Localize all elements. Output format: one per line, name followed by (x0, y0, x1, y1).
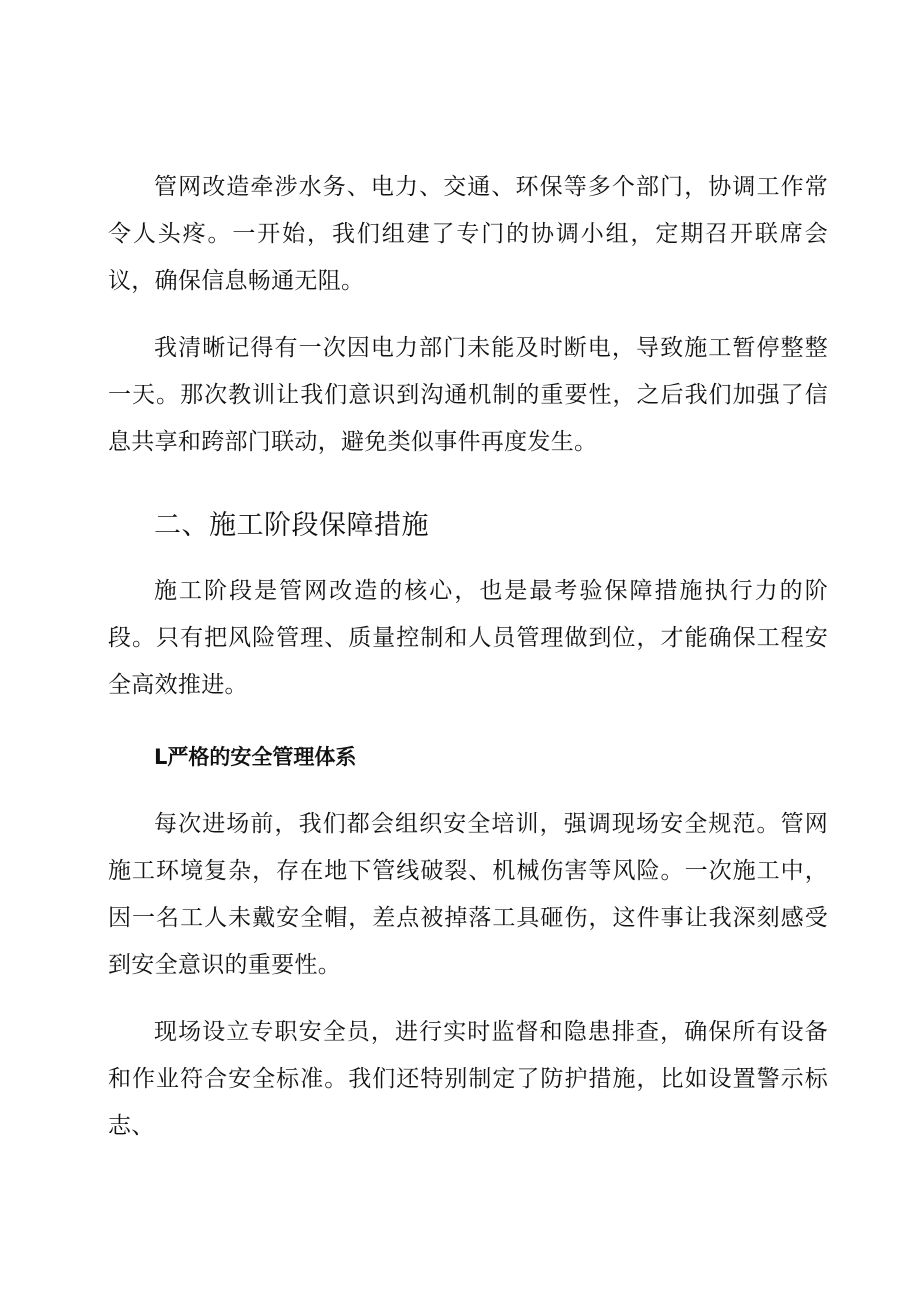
section-heading: 二、施工阶段保障措施 (154, 510, 429, 541)
subsection-heading: L严格的安全管理体系 (154, 745, 357, 769)
document-body (108, 164, 828, 1150)
paragraph-power-outage-lesson: 我清晰记得有一次因电力部门未能及时断电，导致施工暂停整整一天。那次教训让我们意识到沟通机制的重要性，之后我们加强了信息共享和跨部门联动，避免类似事件再度发生。 (108, 335, 828, 455)
paragraph-safety-training: 每次进场前，我们都会组织安全培训，强调现场安全规范。管网施工环境复杂，存在地下管线破裂、机械伤害等风险。一次施工中，因一名工人未戴安全帽，差点被掉落工具砸伤，这件事让我深刻感受到安全意识的重要性。 (108, 811, 828, 978)
paragraph-section-intro: 施工阶段是管网改造的核心，也是最考验保障措施执行力的阶段。只有把风险管理、质量控制和人员管理做到位，才能确保工程安全高效推进。 (108, 578, 828, 698)
paragraph-coordination: 管网改造牵涉水务、电力、交通、环保等多个部门，协调工作常令人头疼。一开始，我们组建了专门的协调小组，定期召开联席会议，确保信息畅通无阻。 (108, 174, 828, 294)
paragraph-safety-officer: 现场设立专职安全员，进行实时监督和隐患排查，确保所有设备和作业符合安全标准。我们还特别制定了防护措施，比如设置警示标志、 (108, 1019, 828, 1139)
